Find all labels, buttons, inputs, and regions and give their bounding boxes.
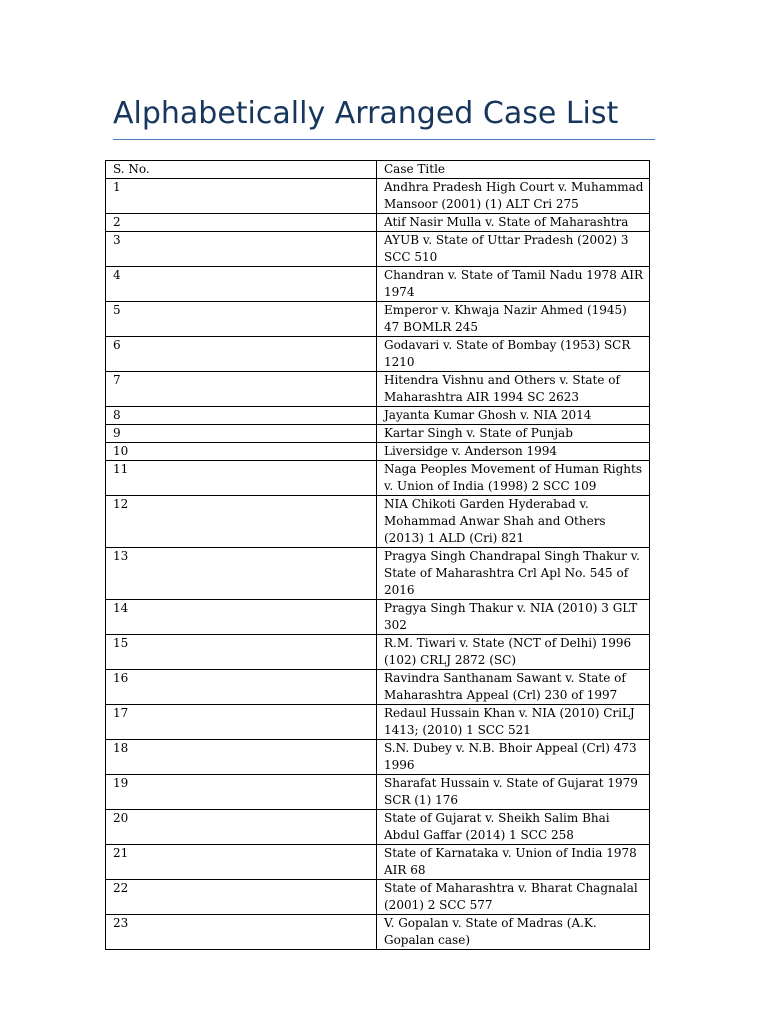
- table-row: [106, 845, 650, 880]
- case-serial-number: 15: [106, 635, 377, 670]
- table-row: [106, 302, 650, 337]
- case-title: Redaul Hussain Khan v. NIA (2010) CriLJ 1413; (2010) 1 SCC 521: [377, 705, 650, 740]
- case-title: Godavari v. State of Bombay (1953) SCR 1210: [377, 337, 650, 372]
- case-serial-number: 22: [106, 880, 377, 915]
- table-header-row: [106, 161, 650, 179]
- case-title: NIA Chikoti Garden Hyderabad v. Mohammad Anwar Shah and Others (2013) 1 ALD (Cri) 821: [377, 496, 650, 548]
- case-serial-number: 4: [106, 267, 377, 302]
- case-serial-number: 23: [106, 915, 377, 950]
- table-row: [106, 600, 650, 635]
- case-serial-number: 20: [106, 810, 377, 845]
- case-title: S.N. Dubey v. N.B. Bhoir Appeal (Crl) 473 1996: [377, 740, 650, 775]
- table-row: [106, 425, 650, 443]
- case-serial-number: 13: [106, 548, 377, 600]
- table-row: [106, 548, 650, 600]
- case-serial-number: 5: [106, 302, 377, 337]
- case-title: Chandran v. State of Tamil Nadu 1978 AIR 1974: [377, 267, 650, 302]
- table-row: [106, 267, 650, 302]
- table-row: [106, 179, 650, 214]
- case-serial-number: 10: [106, 443, 377, 461]
- table-row: [106, 232, 650, 267]
- case-title: Hitendra Vishnu and Others v. State of Maharashtra AIR 1994 SC 2623: [377, 372, 650, 407]
- table-row: [106, 880, 650, 915]
- header-case-title: Case Title: [377, 161, 650, 179]
- case-serial-number: 1: [106, 179, 377, 214]
- case-serial-number: 3: [106, 232, 377, 267]
- table-row: [106, 214, 650, 232]
- table-row: [106, 915, 650, 950]
- case-title: Kartar Singh v. State of Punjab: [377, 425, 650, 443]
- case-title: Pragya Singh Thakur v. NIA (2010) 3 GLT 302: [377, 600, 650, 635]
- case-title: State of Gujarat v. Sheikh Salim Bhai Abdul Gaffar (2014) 1 SCC 258: [377, 810, 650, 845]
- table-row: [106, 461, 650, 496]
- case-serial-number: 17: [106, 705, 377, 740]
- case-title: Liversidge v. Anderson 1994: [377, 443, 650, 461]
- case-title: Emperor v. Khwaja Nazir Ahmed (1945) 47 BOMLR 245: [377, 302, 650, 337]
- case-title: V. Gopalan v. State of Madras (A.K. Gopalan case): [377, 915, 650, 950]
- case-title: R.M. Tiwari v. State (NCT of Delhi) 1996 (102) CRLJ 2872 (SC): [377, 635, 650, 670]
- case-title: Sharafat Hussain v. State of Gujarat 1979 SCR (1) 176: [377, 775, 650, 810]
- case-serial-number: 14: [106, 600, 377, 635]
- header-serial-number: S. No.: [106, 161, 377, 179]
- case-title: Jayanta Kumar Ghosh v. NIA 2014: [377, 407, 650, 425]
- page-title: Alphabetically Arranged Case List: [113, 96, 619, 131]
- title-underline: [113, 139, 655, 140]
- case-serial-number: 19: [106, 775, 377, 810]
- case-serial-number: 21: [106, 845, 377, 880]
- table-row: [106, 337, 650, 372]
- table-row: [106, 740, 650, 775]
- case-serial-number: 9: [106, 425, 377, 443]
- case-serial-number: 8: [106, 407, 377, 425]
- case-serial-number: 7: [106, 372, 377, 407]
- case-list-table: [105, 160, 650, 950]
- table-row: [106, 407, 650, 425]
- case-title: State of Maharashtra v. Bharat Chagnalal (2001) 2 SCC 577: [377, 880, 650, 915]
- table-row: [106, 372, 650, 407]
- table-row: [106, 496, 650, 548]
- case-title: AYUB v. State of Uttar Pradesh (2002) 3 SCC 510: [377, 232, 650, 267]
- case-serial-number: 18: [106, 740, 377, 775]
- case-serial-number: 6: [106, 337, 377, 372]
- case-title: Atif Nasir Mulla v. State of Maharashtra: [377, 214, 650, 232]
- case-list-body: [106, 161, 650, 950]
- case-serial-number: 11: [106, 461, 377, 496]
- table-row: [106, 443, 650, 461]
- case-title: Pragya Singh Chandrapal Singh Thakur v. State of Maharashtra Crl Apl No. 545 of 2016: [377, 548, 650, 600]
- case-title: Andhra Pradesh High Court v. Muhammad Mansoor (2001) (1) ALT Cri 275: [377, 179, 650, 214]
- case-serial-number: 12: [106, 496, 377, 548]
- table-row: [106, 810, 650, 845]
- case-title: Ravindra Santhanam Sawant v. State of Maharashtra Appeal (Crl) 230 of 1997: [377, 670, 650, 705]
- table-row: [106, 670, 650, 705]
- case-serial-number: 16: [106, 670, 377, 705]
- table-row: [106, 705, 650, 740]
- table-row: [106, 775, 650, 810]
- case-serial-number: 2: [106, 214, 377, 232]
- case-title: State of Karnataka v. Union of India 1978 AIR 68: [377, 845, 650, 880]
- table-row: [106, 635, 650, 670]
- case-title: Naga Peoples Movement of Human Rights v. Union of India (1998) 2 SCC 109: [377, 461, 650, 496]
